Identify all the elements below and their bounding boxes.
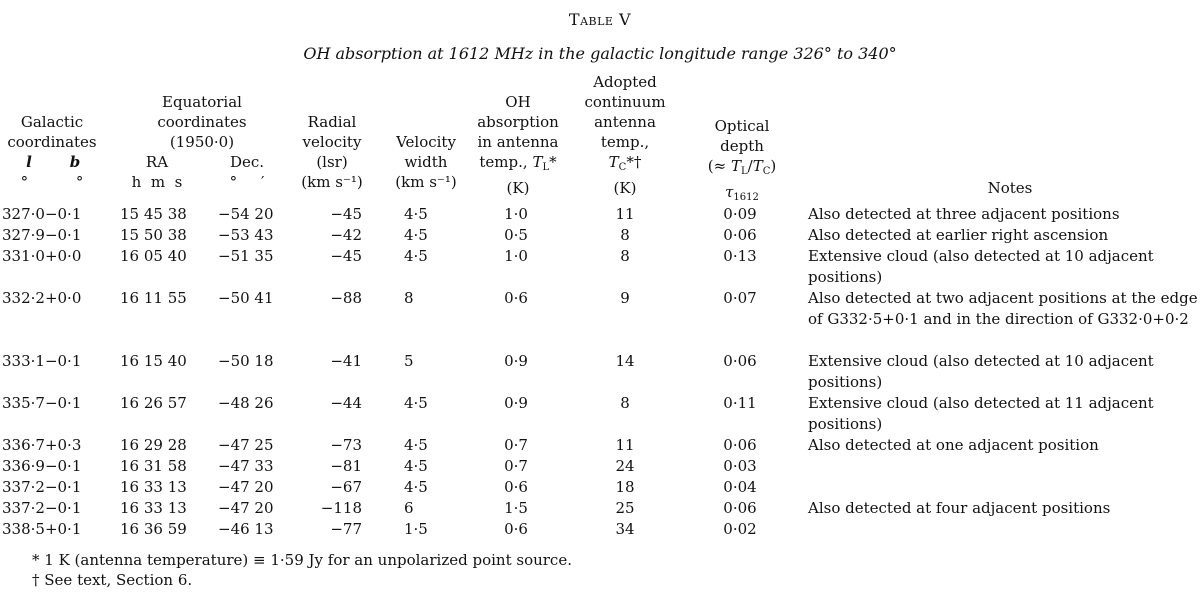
optical-depth: 0·02 <box>723 520 757 538</box>
radial-velocity: −45 <box>330 247 362 265</box>
row-note: Also detected at four adjacent positions <box>808 499 1111 517</box>
header-equatorial: Equatorial coordinates (1950·0) RA Dec. h m s ° ′ <box>131 93 265 191</box>
footnote-star: * 1 K (antenna temperature) ≡ 1·59 Jy for an unpolarized point source. <box>32 551 572 569</box>
dec-value: −50 18 <box>218 352 274 370</box>
row-note: Extensive cloud (also detected at 11 adjacent positions) <box>808 394 1154 433</box>
table-row <box>0 225 1200 246</box>
continuum-temp: 11 <box>615 436 635 454</box>
continuum-temp: 11 <box>615 205 635 223</box>
row-note: Also detected at one adjacent position <box>808 436 1099 454</box>
optical-depth: 0·11 <box>723 394 757 412</box>
ra-value: 16 33 13 <box>120 478 187 496</box>
row-note: Also detected at earlier right ascension <box>808 226 1109 244</box>
row-note: Extensive cloud (also detected at 10 adjacent positions) <box>808 247 1154 286</box>
radial-velocity: −42 <box>330 226 362 244</box>
velocity-width: 4·5 <box>404 205 428 223</box>
dec-value: −47 25 <box>218 436 274 454</box>
radial-velocity: −77 <box>330 520 362 538</box>
radial-velocity: −81 <box>330 457 362 475</box>
velocity-width: 4·5 <box>404 226 428 244</box>
continuum-temp: 24 <box>615 457 635 475</box>
velocity-width: 5 <box>404 352 414 370</box>
optical-depth: 0·06 <box>723 499 757 517</box>
ra-value: 16 29 28 <box>120 436 187 454</box>
header-notes: Notes <box>987 179 1033 197</box>
velocity-width: 4·5 <box>404 457 428 475</box>
header-velocity-width: Velocity width (km s⁻¹) <box>395 133 457 191</box>
ra-value: 16 11 55 <box>120 289 187 307</box>
oh-temp: 0·9 <box>504 352 528 370</box>
radial-velocity: −88 <box>330 289 362 307</box>
table-body <box>0 204 1200 540</box>
table-title: Table V <box>568 10 632 29</box>
galactic-coord: 327·9−0·1 <box>2 226 82 244</box>
ra-value: 16 33 13 <box>120 499 187 517</box>
ra-value: 15 50 38 <box>120 226 187 244</box>
radial-velocity: −118 <box>320 499 362 517</box>
oh-temp: 0·5 <box>504 226 528 244</box>
dec-value: −46 13 <box>218 520 274 538</box>
table-row <box>0 477 1200 498</box>
header-oh-absorption: OH absorption in antenna temp., $T_L*$ (K) <box>477 93 559 197</box>
table-row <box>0 498 1200 519</box>
radial-velocity: −67 <box>330 478 362 496</box>
velocity-width: 8 <box>404 289 414 307</box>
optical-depth: 0·07 <box>723 289 757 307</box>
optical-depth: 0·13 <box>723 247 757 265</box>
row-note: Also detected at two adjacent positions at the edge of G332·5+0·1 and in the direction of G332·0+0·2 <box>808 289 1198 328</box>
header-continuum-temp: Adopted continuum antenna temp., $T_C*\dagger$ (K) <box>584 73 666 197</box>
galactic-coord: 337·2−0·1 <box>2 478 82 496</box>
dec-value: −47 20 <box>218 499 274 517</box>
galactic-coord: 332·2+0·0 <box>2 289 82 307</box>
radial-velocity: −44 <box>330 394 362 412</box>
table-row <box>0 351 1200 393</box>
radial-velocity: −45 <box>330 205 362 223</box>
oh-temp: 0·9 <box>504 394 528 412</box>
ra-value: 16 26 57 <box>120 394 187 412</box>
header-optical-depth: Optical depth (≈ $T_L/T_C$) $\tau_{1612}$ <box>707 117 777 203</box>
velocity-width: 4·5 <box>404 394 428 412</box>
continuum-temp: 8 <box>620 247 630 265</box>
continuum-temp: 34 <box>615 520 635 538</box>
continuum-temp: 8 <box>620 394 630 412</box>
table-row <box>0 519 1200 540</box>
table-row <box>0 246 1200 288</box>
ra-value: 15 45 38 <box>120 205 187 223</box>
optical-depth: 0·06 <box>723 352 757 370</box>
continuum-temp: 9 <box>620 289 630 307</box>
continuum-temp: 8 <box>620 226 630 244</box>
table-subtitle: OH absorption at 1612 MHz in the galactic longitude range 326° to 340° <box>303 44 897 63</box>
galactic-coord: 331·0+0·0 <box>2 247 82 265</box>
galactic-coord: 335·7−0·1 <box>2 394 82 412</box>
galactic-coord: 327·0−0·1 <box>2 205 82 223</box>
oh-temp: 1·0 <box>504 247 528 265</box>
table-row <box>0 393 1200 435</box>
table-row <box>0 456 1200 477</box>
dec-value: −48 26 <box>218 394 274 412</box>
header-radial-velocity: Radial velocity (lsr) (km s⁻¹) <box>301 113 363 191</box>
oh-temp: 0·6 <box>504 289 528 307</box>
galactic-coord: 333·1−0·1 <box>2 352 82 370</box>
table-row <box>0 204 1200 225</box>
optical-depth: 0·09 <box>723 205 757 223</box>
dec-value: −54 20 <box>218 205 274 223</box>
dec-value: −53 43 <box>218 226 274 244</box>
row-note: Extensive cloud (also detected at 10 adjacent positions) <box>808 352 1154 391</box>
optical-depth: 0·06 <box>723 436 757 454</box>
radial-velocity: −41 <box>330 352 362 370</box>
ra-value: 16 05 40 <box>120 247 187 265</box>
oh-temp: 0·7 <box>504 436 528 454</box>
dec-value: −51 35 <box>218 247 274 265</box>
velocity-width: 4·5 <box>404 478 428 496</box>
oh-temp: 0·6 <box>504 520 528 538</box>
galactic-coord: 336·9−0·1 <box>2 457 82 475</box>
dec-value: −50 41 <box>218 289 274 307</box>
radial-velocity: −73 <box>330 436 362 454</box>
continuum-temp: 14 <box>615 352 635 370</box>
optical-depth: 0·03 <box>723 457 757 475</box>
row-note: Also detected at three adjacent positions <box>808 205 1120 223</box>
table-row <box>0 435 1200 456</box>
galactic-coord: 337·2−0·1 <box>2 499 82 517</box>
dec-value: −47 33 <box>218 457 274 475</box>
optical-depth: 0·04 <box>723 478 757 496</box>
ra-value: 16 36 59 <box>120 520 187 538</box>
table-row <box>0 288 1200 351</box>
dec-value: −47 20 <box>218 478 274 496</box>
galactic-coord: 336·7+0·3 <box>2 436 82 454</box>
velocity-width: 4·5 <box>404 247 428 265</box>
velocity-width: 6 <box>404 499 414 517</box>
velocity-width: 4·5 <box>404 436 428 454</box>
oh-temp: 1·0 <box>504 205 528 223</box>
galactic-coord: 338·5+0·1 <box>2 520 82 538</box>
oh-temp: 0·7 <box>504 457 528 475</box>
optical-depth: 0·06 <box>723 226 757 244</box>
footnote-dagger: † See text, Section 6. <box>32 571 193 589</box>
ra-value: 16 31 58 <box>120 457 187 475</box>
header-galactic: Galactic coordinates l b ° ° <box>7 113 97 191</box>
oh-temp: 0·6 <box>504 478 528 496</box>
continuum-temp: 25 <box>615 499 635 517</box>
ra-value: 16 15 40 <box>120 352 187 370</box>
oh-temp: 1·5 <box>504 499 528 517</box>
velocity-width: 1·5 <box>404 520 428 538</box>
continuum-temp: 18 <box>615 478 635 496</box>
